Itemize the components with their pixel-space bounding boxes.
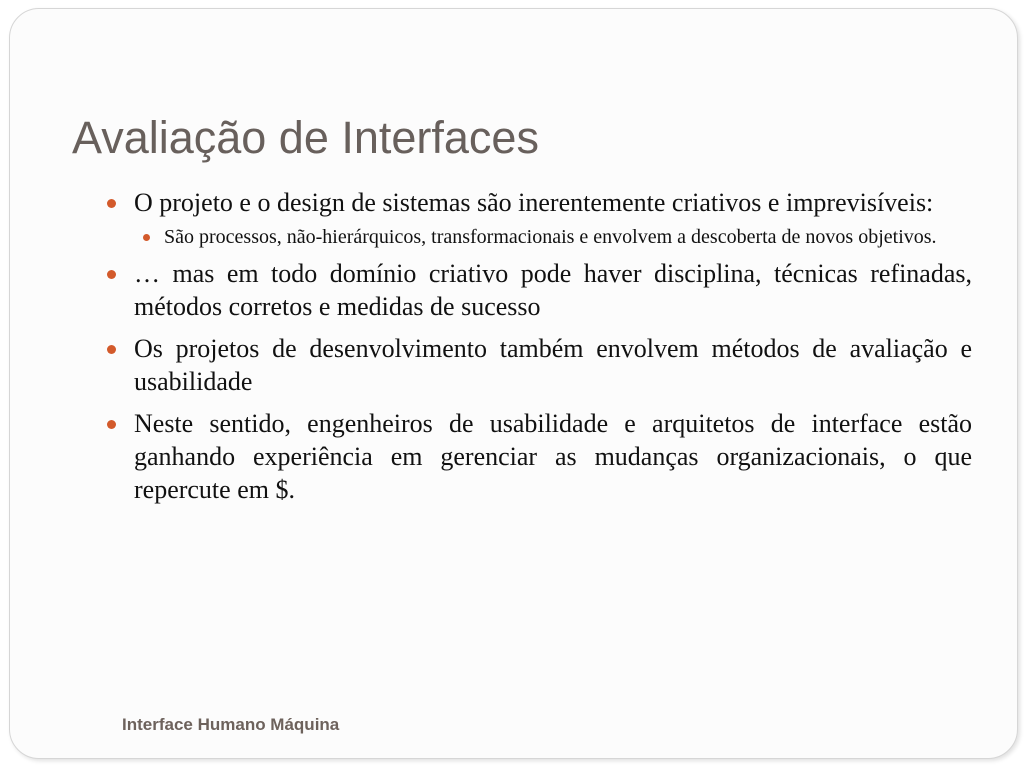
- bullet-icon: [107, 199, 116, 208]
- slide-content: [106, 186, 972, 515]
- bullet-icon: [107, 420, 116, 429]
- bullet-icon: [107, 270, 116, 279]
- slide-title: Avaliação de Interfaces: [72, 112, 539, 163]
- bullet-icon: [107, 345, 116, 354]
- bullet-item-1: [106, 186, 972, 251]
- bullet-text-2: … mas em todo domínio criativo pode haver disciplina, técnicas refinadas, métodos corretos e medidas de sucesso: [134, 259, 972, 321]
- slide-footer: Interface Humano Máquina: [122, 715, 340, 734]
- sub-bullet-list: [134, 224, 972, 251]
- slide: [9, 8, 1018, 759]
- bullet-text-1: O projeto e o design de sistemas são inerentemente criativos e imprevisíveis:: [134, 188, 934, 217]
- bullet-item-3: [106, 332, 972, 398]
- bullet-text-4: Neste sentido, engenheiros de usabilidade e arquitetos de interface estão ganhando experiência em gerenciar as mudanças organizacionais, o que repercute em $.: [134, 409, 972, 504]
- bullet-item-2: [106, 257, 972, 323]
- bullet-list: [106, 186, 972, 506]
- bullet-item-4: [106, 407, 972, 506]
- bullet-text-3: Os projetos de desenvolvimento também envolvem métodos de avaliação e usabilidade: [134, 334, 972, 396]
- sub-bullet-item-1: [134, 224, 972, 251]
- sub-bullet-text-1: São processos, não-hierárquicos, transformacionais e envolvem a descoberta de novos objetivos.: [164, 226, 937, 248]
- sub-bullet-icon: [143, 234, 150, 241]
